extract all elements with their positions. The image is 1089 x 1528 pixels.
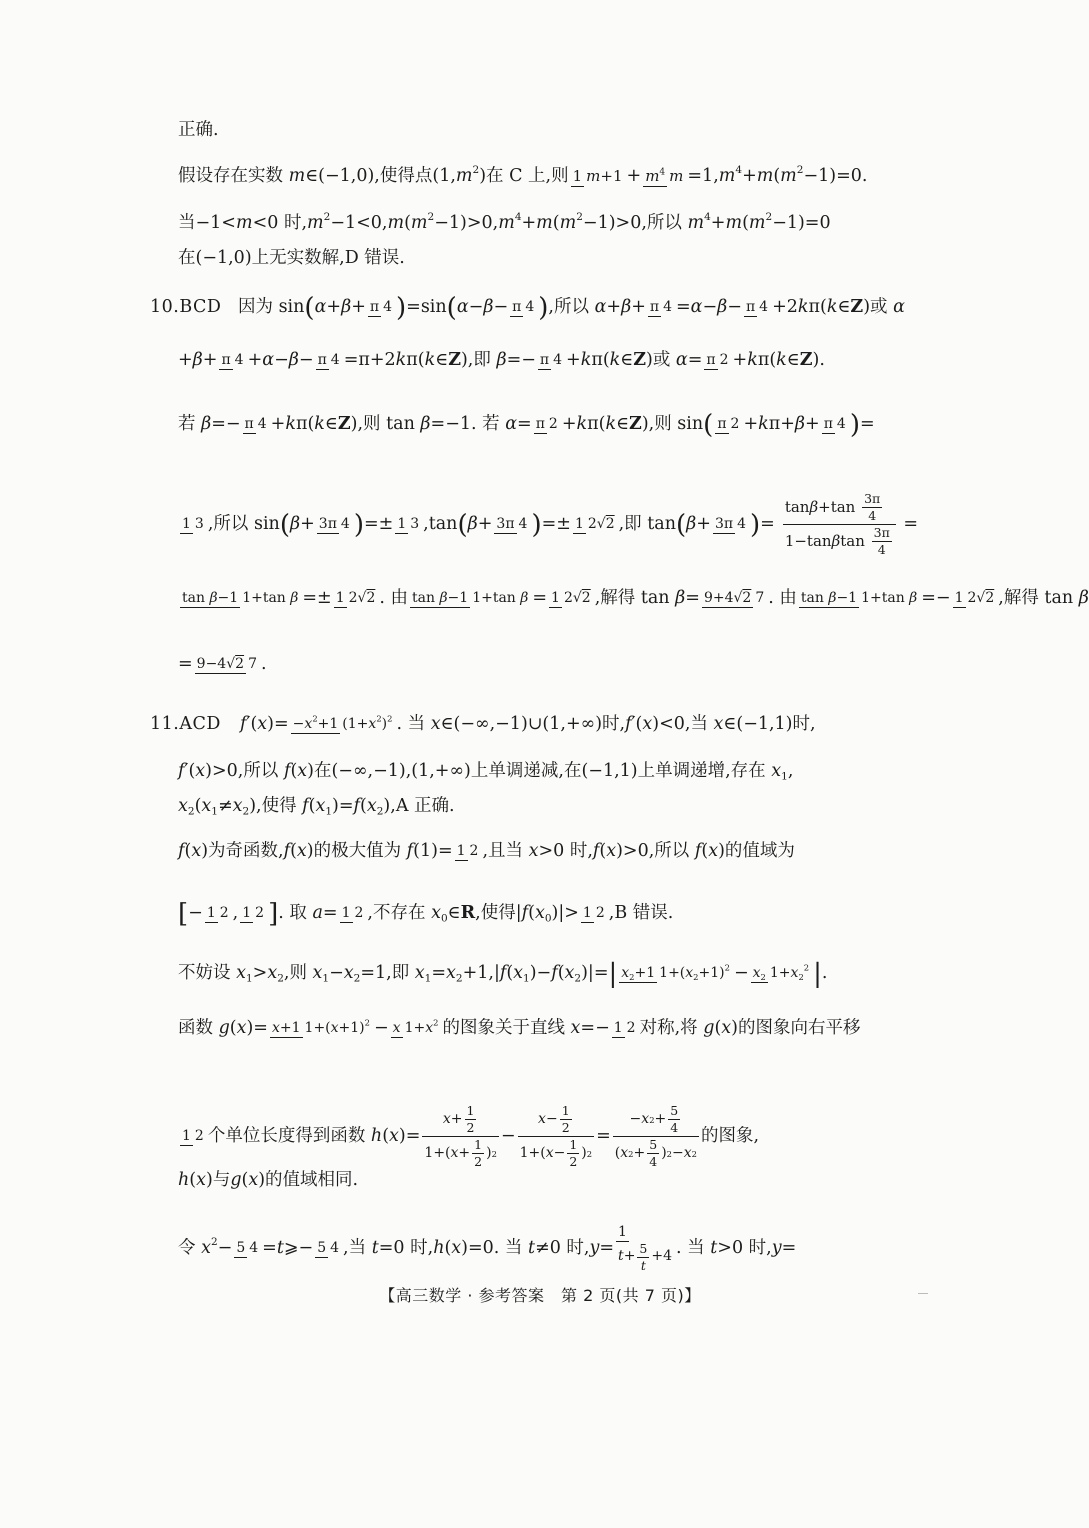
q10-line-4: 1 3 ,所以 sin ( β+ 3π 4 ) =± 1 3 ,tan ( β+ 3π 4 ) =± 1 2√2 ,即 tan ( β+ 3π 4 ) = tan β +tan 3π 4 1−tan β tan 3π 4 = bbox=[182, 491, 919, 557]
fraction: π 4 bbox=[745, 299, 769, 316]
fraction: π 4 bbox=[369, 299, 392, 316]
q10-line-6: = 9−4√2 7 . bbox=[178, 654, 267, 674]
fraction: 1 t + 5 t +4 bbox=[618, 1224, 673, 1273]
fraction: x $1+x^2$ bbox=[392, 1017, 439, 1036]
text-correct: 正确. bbox=[178, 120, 219, 140]
q11-line-3: $x_2(x_1\ne x_2)$ ,使得 $f(x_1)=f(x_2)$ ,A 正确. bbox=[178, 796, 455, 818]
line-no-root: 在(−1,0)上无实数解,D 错误. bbox=[178, 248, 405, 268]
page-footer: 【高三数学 · 参考答案 第 2 页(共 7 页)】 bbox=[379, 1286, 701, 1305]
fraction: 1 3 bbox=[397, 515, 420, 532]
fraction: 3π 4 bbox=[318, 515, 350, 532]
fraction: π 2 bbox=[535, 416, 558, 433]
q10-line-1: 10.BCD 因为 sin ( α+β+ π 4 ) =sin ( α−β− π 4 ) ,所以 α+β+ π 4 =α−β− π 4 +2kπ(k∈Z) 或 α bbox=[150, 293, 905, 323]
q11-line-5: [ − 1 2 , 1 2 ] . 取 a= 1 2 ,不存在 $x_0\in R$ ,使得 $|f(x_0)|>$ 1 2 ,B 错误. bbox=[178, 899, 674, 929]
fraction: 1 3 bbox=[182, 515, 204, 532]
fraction: $m^4$ m bbox=[645, 167, 684, 186]
question-number: 10.BCD bbox=[150, 297, 222, 318]
fraction: 5 4 bbox=[236, 1240, 259, 1256]
q10-line-2: +β+ π 4 +α−β− π 4 =π+2kπ(k∈Z) ,即 β=− π 4 +kπ(k∈Z) 或 α= π 2 +kπ(k∈Z). bbox=[178, 350, 825, 370]
fraction: tan β−1 1+tan β bbox=[412, 589, 529, 606]
line-correct bbox=[178, 122, 930, 140]
q11-line-9: h(x) 与 g(x) 的值域相同. bbox=[178, 1170, 359, 1190]
fraction: 5 4 bbox=[317, 1240, 340, 1256]
fraction: 1 2√2 bbox=[574, 515, 615, 532]
fraction: 3π 4 bbox=[714, 515, 746, 532]
fraction: tan β−1 1+tan β bbox=[182, 589, 299, 606]
fraction: π 4 bbox=[649, 299, 672, 316]
fraction: 1 2 bbox=[206, 905, 229, 922]
fraction: 1 2 bbox=[582, 905, 605, 922]
fraction: tan β +tan 3π 4 1−tan β tan 3π 4 bbox=[783, 492, 896, 557]
q10-line-5: tan β−1 1+tan β =± 1 2√2 . 由 tan β−1 1+tan β = 1 2√2 ,解得 tan β= 9+4√2 7 . 由 tan β−1 1+tan β =− 1 2√2 ,解得 tan β bbox=[182, 588, 1089, 608]
fraction: π 2 bbox=[706, 351, 729, 368]
scan-mark bbox=[918, 1293, 928, 1294]
fraction: x − 1 2 1+( x − 1 2 ) 2 bbox=[519, 1103, 593, 1169]
line-assume: 假设存在实数 m∈(−1,0) ,使得点 $(1,m^2)$ 在 C 上,则 1 m+1 + $m^4$ m $=1,m^4+m(m^2-1)=0$. bbox=[178, 164, 868, 186]
fraction: x+1 $1+(x+1)^2$ bbox=[271, 1017, 370, 1036]
q11-line-7: 函数 g(x)= x+1 $1+(x+1)^2$ − x $1+x^2$ 的图象关于直线 x=− 1 2 对称,将 g(x) 的图象向右平移 bbox=[178, 1017, 861, 1038]
fraction: 1 2√2 bbox=[954, 589, 995, 606]
line-when: 当 −1<m<0 时$,m^2-1<0,m(m^2-1)>0,m^4+m(m^2-1)>0$ ,所以 $m^4+m(m^2-1)=0$ bbox=[178, 211, 831, 233]
fraction: $x_2$ $1+x_2^2$ bbox=[752, 962, 810, 983]
fraction: 1 m+1 bbox=[572, 167, 623, 186]
fraction: π 4 bbox=[512, 299, 535, 316]
fraction: 1 2 bbox=[613, 1019, 636, 1036]
fraction: 1 2 bbox=[242, 905, 265, 922]
fraction: 3π 4 bbox=[496, 515, 528, 532]
q10-line-3: 若 β=− π 4 +kπ(k∈Z) ,则 tan β=−1. 若 α= π 2 +kπ(k∈Z) ,则 sin ( π 2 +kπ+β+ π 4 ) = bbox=[178, 410, 875, 440]
q11-line-8: 1 2 个单位长度得到函数 h(x)= x + 1 2 1+( x + 1 2 ) 2 − x − 1 2 1+( x − 1 2 ) 2 = − x 2 + 5 4 ( x 2 + 5 4 ) 2 − x 2 的图象, bbox=[182, 1103, 760, 1169]
fraction: 1 2 bbox=[341, 905, 364, 922]
fraction: 1 2√2 bbox=[335, 589, 376, 606]
fraction: π 2 bbox=[717, 416, 740, 433]
fraction: x + 1 2 1+( x + 1 2 ) 2 bbox=[424, 1103, 497, 1169]
q11-line-1: 11.ACD f′(x)= $-x^2+1$ $(1+x^2)^2$ . 当 x∈(−∞,−1)∪(1,+∞)时,f′(x)<0, 当 x∈(−1,1)时, bbox=[150, 713, 816, 734]
fraction: 1 2 bbox=[182, 1127, 204, 1144]
fraction: 1 2 bbox=[456, 842, 479, 859]
fraction: 9−4√2 7 bbox=[196, 655, 257, 672]
fraction: $-x^2+1$ $(1+x^2)^2$ bbox=[292, 713, 393, 732]
fraction: π 4 bbox=[221, 351, 244, 368]
fraction: π 4 bbox=[823, 416, 846, 433]
q11-line-10: 令 $x^2-$ 5 4 =t⩾− 5 4 , 当 t=0 时,h(x)=0. 当 t≠0 时,y= 1 t + 5 t +4 . 当 t>0 时,y= bbox=[178, 1224, 797, 1273]
fraction: π 4 bbox=[317, 351, 340, 368]
fraction: π 4 bbox=[244, 416, 267, 433]
fraction: tan β−1 1+tan β bbox=[800, 589, 918, 606]
q11-line-6: 不妨设 $x_1>x_2$ ,则 $x_1-x_2=1$ ,即 $x_1=x_2+1,|f(x_1)-f(x_2)|=$ | $x_2+1$ $1+(x_2+1)^2$ − $x_2$ $1+x_2^2$ | . bbox=[178, 959, 828, 989]
fraction: π 4 bbox=[539, 351, 563, 368]
fraction: − x 2 + 5 4 ( x 2 + 5 4 ) 2 − x 2 bbox=[614, 1103, 697, 1169]
fraction: 9+4√2 7 bbox=[703, 589, 765, 606]
question-number: 11.ACD bbox=[150, 714, 221, 734]
fraction: $x_2+1$ $1+(x_2+1)^2$ bbox=[621, 962, 730, 983]
q11-line-2: f′(x)>0 ,所以 f(x)在(−∞,−1),(1,+∞) 上单调递减,在 (−1,1) 上单调递增,存在 $x_1$, bbox=[178, 761, 794, 783]
q11-line-4: f(x) 为奇函数, f(x) 的极大值为 f(1)= 1 2 ,且当 x>0 时,f(x)>0 ,所以 f(x) 的值域为 bbox=[178, 841, 795, 861]
fraction: 1 2√2 bbox=[551, 589, 591, 606]
